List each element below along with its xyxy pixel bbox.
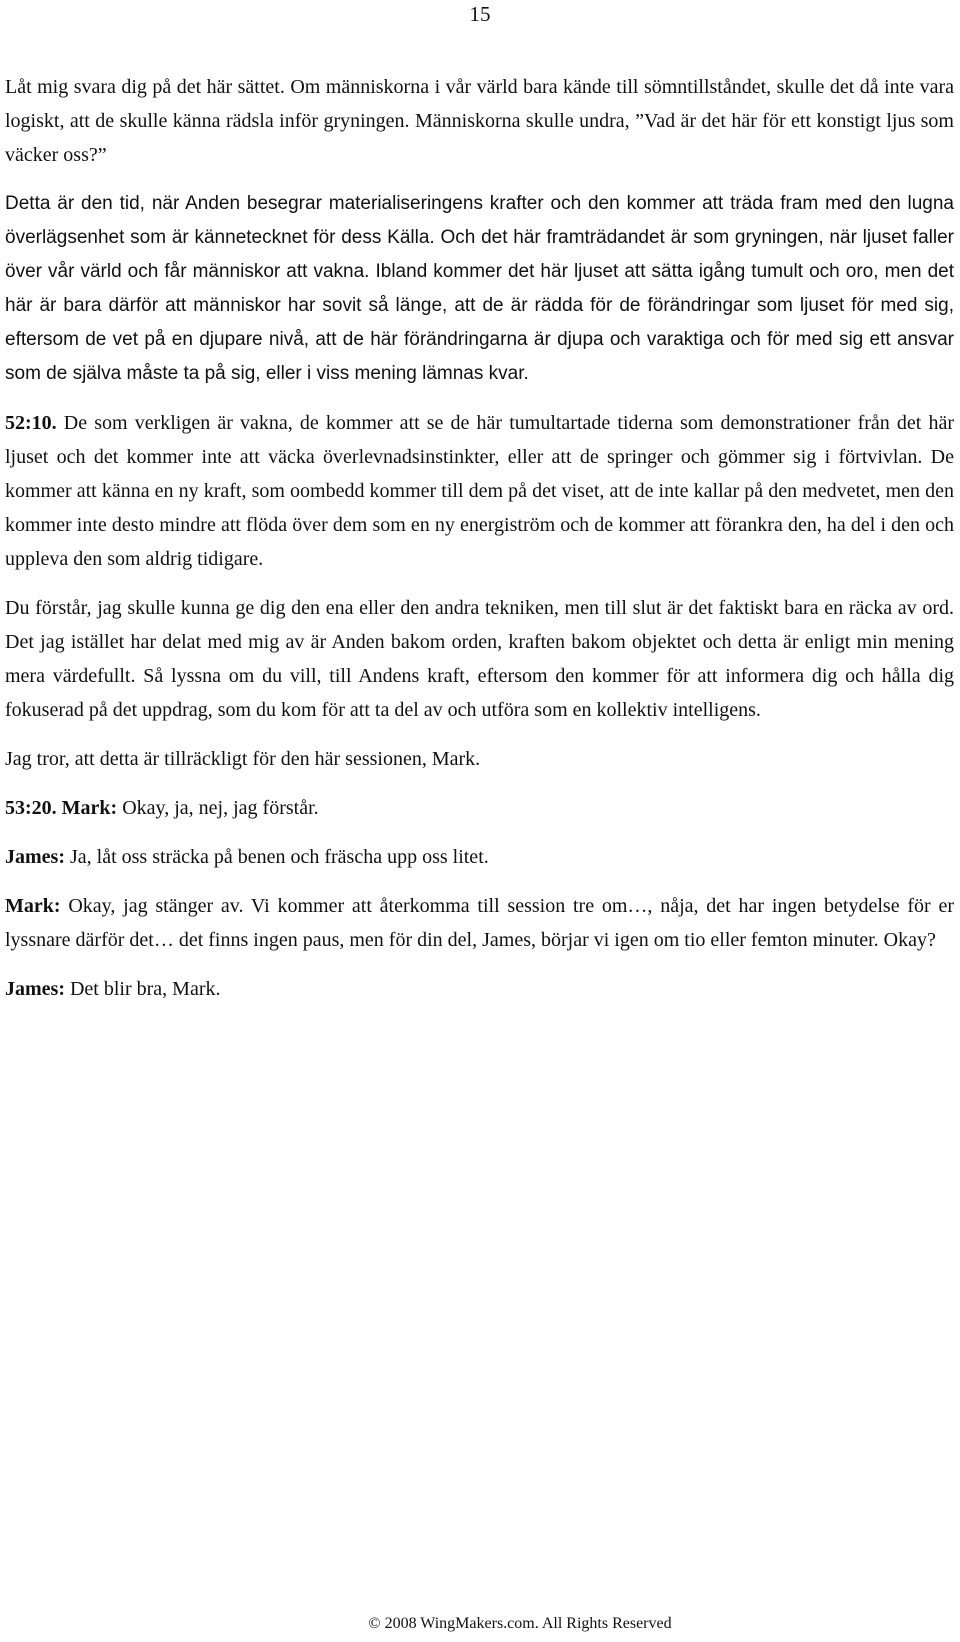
paragraph-1: Låt mig svara dig på det här sättet. Om människorna i vår värld bara kände till sömntillståndet, skulle det då inte vara logiskt, att de skulle känna rädsla inför gryningen. Människorna skulle undra, ”Vad är det här för ett konstigt ljus som väcker oss?” bbox=[5, 76, 954, 166]
paragraph-5: Jag tror, att detta är tillräckligt för den här sessionen, Mark. bbox=[5, 748, 481, 770]
paragraph-7-text: Ja, låt oss sträcka på benen och fräscha upp oss litet. bbox=[64, 846, 489, 868]
speaker-label: Mark: bbox=[5, 895, 61, 917]
footer-copyright: © 2008 WingMakers.com. All Rights Reserved bbox=[368, 1615, 672, 1632]
paragraph-9-text: Det blir bra, Mark. bbox=[64, 978, 221, 1000]
paragraph-9 bbox=[5, 972, 954, 1006]
speaker-label: Mark: bbox=[56, 797, 118, 819]
page-number: 15 bbox=[469, 2, 491, 26]
document-body bbox=[5, 70, 954, 1021]
speaker-label: James: bbox=[5, 978, 65, 1000]
timestamp: 53:20. bbox=[5, 797, 57, 819]
speaker-label: James: bbox=[5, 846, 65, 868]
timestamp: 52:10. bbox=[5, 412, 57, 434]
paragraph-8-text: Okay, jag stänger av. Vi kommer att återkomma till session tre om…, nåja, det har ingen betydelse för er lyssnare därför det… det finns ingen paus, men för din del, James, börjar vi igen om tio eller femton minuter. Okay? bbox=[5, 895, 954, 951]
paragraph-7 bbox=[5, 840, 954, 874]
paragraph-6 bbox=[5, 791, 954, 825]
paragraph-2: Detta är den tid, när Anden besegrar materialiseringens krafter och den kommer att träda fram med den lugna överlägsenhet som är kännetecknet för dess Källa. Och det här framträdandet är som gryningen, när ljuset faller över vår värld och får människor att vakna. Ibland kommer det här ljuset att sätta igång tumult och oro, men det här är bara därför att människor har sovit så länge, att de är rädda för de förändringar som ljuset för med sig, eftersom de vet på en djupare nivå, att de här förändringarna är djupa och varaktiga och för med sig ett ansvar som de själva måste ta på sig, eller i viss mening lämnas kvar. bbox=[5, 193, 954, 384]
paragraph-8 bbox=[5, 889, 954, 957]
paragraph-3 bbox=[5, 406, 954, 576]
paragraph-3-text: De som verkligen är vakna, de kommer att se de här tumultartade tiderna som demonstrationer från det här ljuset och det kommer inte att väcka överlevnadsinstinkter, eller att de springer och gömmer sig i förtvivlan. De kommer att känna en ny kraft, som oombedd kommer till dem på det viset, att de inte kallar på den medvetet, men den kommer inte desto mindre att flöda över dem som en ny energiström och de kommer att förankra den, ha del i den och uppleva den som aldrig tidigare. bbox=[5, 412, 954, 570]
paragraph-6-text: Okay, ja, nej, jag förstår. bbox=[117, 797, 319, 819]
paragraph-4: Du förstår, jag skulle kunna ge dig den ena eller den andra tekniken, men till slut är det faktiskt bara en räcka av ord. Det jag istället har delat med mig av är Anden bakom orden, kraften bakom objektet och detta är enligt min mening mera värdefullt. Så lyssna om du vill, till Andens kraft, eftersom den kommer för att informera dig och hålla dig fokuserad på det uppdrag, som du kom för att ta del av och utföra som en kollektiv intelligens. bbox=[5, 597, 954, 721]
